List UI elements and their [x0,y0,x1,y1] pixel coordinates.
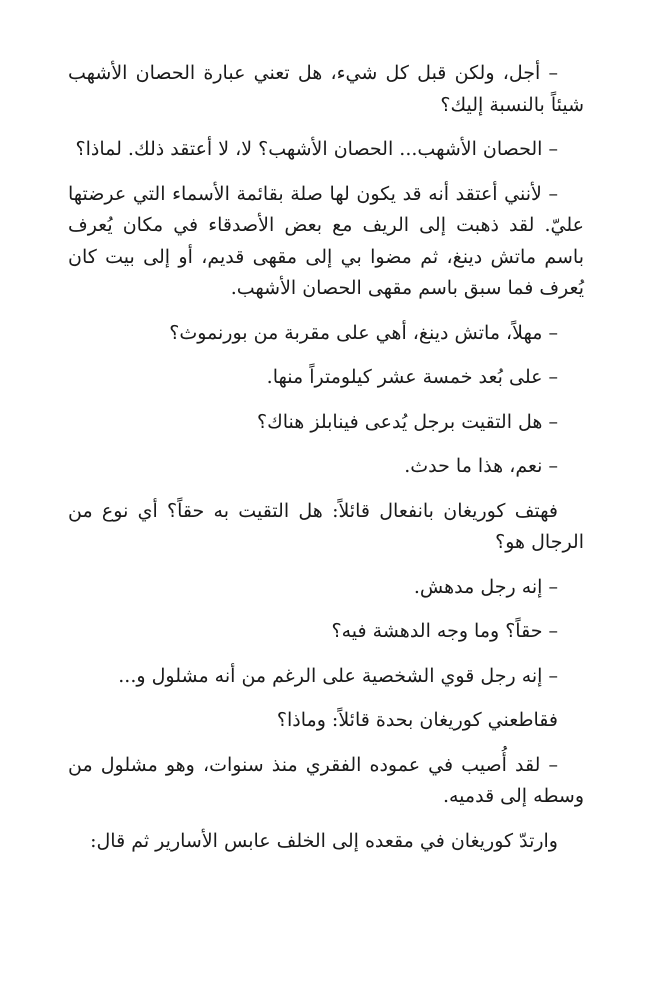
narration-paragraph-8: فهتف كوريغان بانفعال قائلاً: هل التقيت به حقاً؟ أي نوع من الرجال هو؟ [68,499,584,553]
dialogue-paragraph-2: – الحصان الأشهب... الحصان الأشهب؟ لا، لا أعتقد ذلك. لماذا؟ [75,138,558,160]
dialogue-paragraph-9: – إنه رجل مدهش. [413,575,558,598]
dialogue-paragraph-13: – لقد أُصيب في عموده الفقري منذ سنوات، وهو مشلول من وسطه إلى قدميه. [68,753,584,807]
narration-paragraph-14: وارتدّ كوريغان في مقعده إلى الخلف عابس الأسارير ثم قال: [90,829,558,852]
dialogue-paragraph-7: – نعم، هذا ما حدث. [404,455,558,477]
dialogue-paragraph-11: – إنه رجل قوي الشخصية على الرغم من أنه مشلول و... [118,664,558,687]
dialogue-paragraph-4: – مهلاً، ماتش دينغ، أهي على مقربة من بورنموث؟ [169,321,558,344]
dialogue-paragraph-1: – أجل، ولكن قبل كل شيء، هل تعني عبارة الحصان الأشهب شيئاً بالنسبة إليك؟ [68,62,584,116]
dialogue-paragraph-6: – هل التقيت برجل يُدعى فينابلز هناك؟ [257,410,558,433]
book-page [68,58,584,870]
dialogue-paragraph-5: – على بُعد خمسة عشر كيلومتراً منها. [266,366,558,388]
dialogue-paragraph-3: – لأنني أعتقد أنه قد يكون لها صلة بقائمة الأسماء التي عرضتها عليّ. لقد ذهبت إلى الريف مع بعض الأصدقاء في مكان يُعرف باسم ماتش دينغ، ثم مضوا بي إلى مقهى قديم، أو إلى بيت كان يُعرف فما سبق باسم مقهى الحصان الأشهب. [68,182,584,299]
dialogue-paragraph-10: – حقاً؟ وما وجه الدهشة فيه؟ [331,620,558,642]
narration-paragraph-12: فقاطعني كوريغان بحدة قائلاً: وماذا؟ [276,709,558,731]
